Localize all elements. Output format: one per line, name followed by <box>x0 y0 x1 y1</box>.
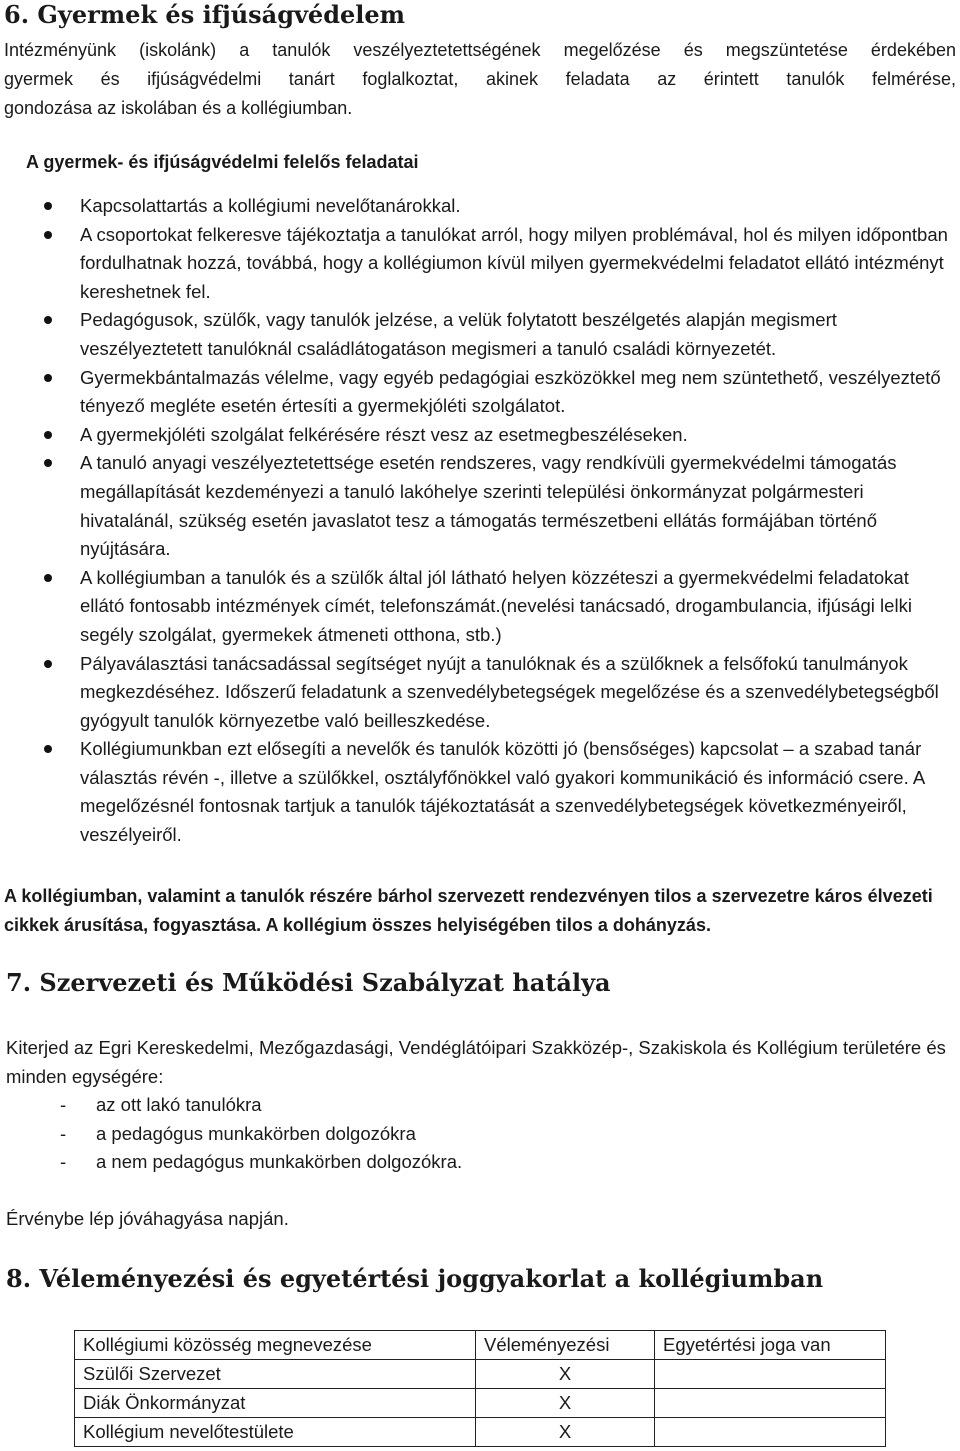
intro-line: Intézményünk (iskolánk) a tanulók veszélyeztetettségének megelőzése és megszüntetése érdekében <box>4 40 956 60</box>
intro-line: gyermek és ifjúságvédelmi tanárt foglalkoztat, akinek feladata az érintett tanulók felmérése, <box>4 69 956 89</box>
bullet-icon <box>44 459 52 467</box>
list-item-text: Kapcsolattartás a kollégiumi nevelőtanárokkal. <box>80 195 461 216</box>
dash-marker: - <box>60 1094 67 1115</box>
list-item-text: Gyermekbántalmazás vélelme, vagy egyéb pedagógiai eszközökkel meg nem szüntethető, veszélyeztető tényező megléte esetén értesíti a gyermekjóléti szolgálatot. <box>80 366 941 417</box>
list-item <box>0 1148 462 1177</box>
table-header-cell: Véleményezési <box>476 1331 655 1360</box>
bullet-icon <box>44 574 52 582</box>
list-item <box>0 221 958 307</box>
list-item <box>0 650 958 736</box>
bullet-icon <box>44 231 52 239</box>
table-row <box>75 1389 886 1418</box>
list-item-text: A kollégiumban a tanulók és a szülők által jól látható helyen közzéteszi a gyermekvédelmi feladatokat ellátó fontosabb intézmények címét, telefonszámát.(nevelési tanácsadó, drogambulancia, ifjúsági lelki segély szolgálat, gyermekek átmeneti otthona, stb.) <box>80 566 912 645</box>
list-item <box>0 449 958 563</box>
table-header-cell: Egyetértési joga van <box>655 1331 886 1360</box>
bullet-icon <box>44 431 52 439</box>
section-6-title: Gyermek és ifjúságvédelem <box>37 0 406 29</box>
scope-paragraph: Kiterjed az Egri Kereskedelmi, Mezőgazdasági, Vendéglátóipari Szakközép-, Szakiskola és Kollégium területére és minden egységére: <box>6 1037 946 1087</box>
table-cell <box>655 1389 886 1418</box>
no-smoking-notice: A kollégiumban, valamint a tanulók részére bárhol szervezett rendezvényen tilos a szervezetre káros élvezeti cikkek árusítása, fogyasztása. A kollégium összes helyiségében tilos a dohányzás. <box>4 886 933 935</box>
table-cell: X <box>476 1389 655 1418</box>
section-7-heading <box>6 968 611 998</box>
section-6-subheading: A gyermek- és ifjúságvédelmi felelős feladatai <box>26 152 419 172</box>
list-item-text: A tanuló anyagi veszélyeztetettsége esetén rendszeres, vagy rendkívüli gyermekvédelmi támogatás megállapítását kezdeményezi a tanuló lakóhelye szerinti települési önkormányzat polgármesteri hivatalánál, szükség esetén javaslatot tesz a támogatás természetbeni ellátás formájában történő nyújtására. <box>80 452 897 560</box>
table-cell <box>655 1360 886 1389</box>
list-item-text: Kollégiumunkban ezt elősegíti a nevelők és tanulók közötti jó (bensőséges) kapcsolat – a szabad tanár választás révén -, illetve a szülőkkel, osztályfőnökkel való gyakori kommunikáció és információ csere. A megelőzésnél fontosnak tartjuk a tanulók tájékoztatását a szenvedélybetegségek következményeiről, veszélyeiről. <box>80 738 925 846</box>
dash-marker: - <box>60 1122 67 1144</box>
list-item <box>0 421 958 450</box>
list-item <box>0 306 958 363</box>
table-header-row <box>75 1331 886 1360</box>
section-8-heading <box>6 1264 823 1294</box>
dash-marker: - <box>60 1151 67 1173</box>
bullet-icon <box>44 660 52 668</box>
list-item <box>0 564 958 650</box>
intro-line: gondozása az iskolában és a kollégiumban. <box>4 98 353 118</box>
list-item <box>0 364 958 421</box>
section-6-intro <box>4 36 956 123</box>
table-cell <box>655 1418 886 1447</box>
table-row <box>75 1360 886 1389</box>
bullet-icon <box>44 316 52 324</box>
section-8-number: 8. <box>6 1264 32 1293</box>
section-6-number: 6. <box>4 0 30 29</box>
list-item-text: A gyermekjóléti szolgálat felkérésére részt vesz az esetmegbeszéléseken. <box>80 423 688 445</box>
effective-date-text: Érvénybe lép jóváhagyása napján. <box>6 1208 289 1229</box>
list-item <box>0 1120 462 1149</box>
list-item <box>0 735 958 849</box>
list-item <box>0 1091 462 1120</box>
section-6-heading <box>4 0 405 30</box>
table-cell: Szülői Szervezet <box>75 1360 476 1389</box>
section-7-title: Szervezeti és Működési Szabályzat hatálya <box>39 968 611 997</box>
rights-table <box>74 1330 886 1447</box>
list-item-text: Pályaválasztási tanácsadással segítséget nyújt a tanulóknak és a szülőknek a felsőfokú tanulmányok megkezdéséhez. Időszerű feladatunk a szenvedélybetegségek megelőzése és a szenvedélybetegségből gyógyult tanulók környezetbe való beilleszkedése. <box>80 652 939 731</box>
duties-bullet-list <box>0 192 960 850</box>
table-row <box>75 1418 886 1447</box>
table-cell: X <box>476 1360 655 1389</box>
scope-dash-list <box>0 1091 462 1177</box>
table-header-cell: Kollégiumi közösség megnevezése <box>75 1331 476 1360</box>
list-item-text: A csoportokat felkeresve tájékoztatja a tanulókat arról, hogy milyen problémával, hol és milyen időpontban fordulhatnak hozzá, továbbá, hogy a kollégiumon kívül milyen gyermekvédelmi feladatot ellátó intézményt kereshetnek fel. <box>80 223 948 302</box>
list-item-text: a nem pedagógus munkakörben dolgozókra. <box>96 1151 463 1173</box>
bullet-icon <box>44 745 52 753</box>
section-7-number: 7. <box>6 968 32 997</box>
table-cell: Diák Önkormányzat <box>75 1389 476 1418</box>
table-cell: X <box>476 1418 655 1447</box>
list-item-text: Pedagógusok, szülők, vagy tanulók jelzése, a velük folytatott beszélgetés alapján megismert veszélyeztetett tanulóknál családlátogatáson megismeri a tanuló családi környezetét. <box>80 309 837 359</box>
section-8-title: Véleményezési és egyetértési joggyakorlat a kollégiumban <box>39 1264 824 1293</box>
list-item-text: az ott lakó tanulókra <box>96 1094 262 1115</box>
bullet-icon <box>44 374 52 382</box>
table-cell: Kollégium nevelőtestülete <box>75 1418 476 1447</box>
bullet-icon <box>44 202 52 210</box>
list-item-text: a pedagógus munkakörben dolgozókra <box>96 1122 416 1144</box>
list-item <box>0 192 958 221</box>
